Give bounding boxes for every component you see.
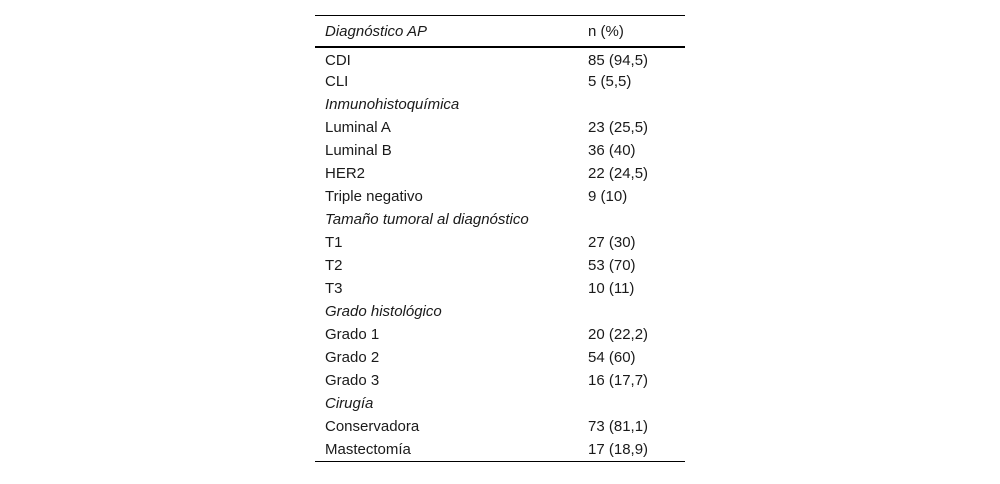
row-value: 22 (24,5) (588, 165, 649, 182)
row-value: 20 (22,2) (588, 326, 649, 343)
row-value: 17 (18,9) (588, 440, 649, 458)
row-value: 10 (11) (588, 280, 635, 297)
row-value: 85 (94,5) (588, 51, 649, 69)
section-header-row (315, 392, 685, 415)
row-value: 9 (10) (588, 188, 628, 205)
row-value (588, 208, 685, 231)
row-label: T3 (325, 280, 343, 297)
row-value: 36 (40) (588, 142, 636, 159)
header-diagnosis: Diagnóstico AP (325, 22, 427, 40)
header-count-percent: n (%) (588, 22, 624, 40)
table-header-row (315, 16, 685, 48)
table-row (315, 139, 685, 162)
row-label: Mastectomía (325, 440, 411, 458)
table-row (315, 369, 685, 392)
section-header-row (315, 93, 685, 116)
table-row (315, 346, 685, 369)
row-value: 16 (17,7) (588, 372, 649, 389)
section-label: Inmunohistoquímica (325, 96, 460, 113)
section-header-row (315, 300, 685, 323)
table-row (315, 116, 685, 139)
row-value: 54 (60) (588, 349, 636, 366)
section-label: Tamaño tumoral al diagnóstico (325, 211, 529, 228)
table-row (315, 323, 685, 346)
row-label: CLI (325, 73, 349, 90)
results-table (315, 15, 685, 462)
row-label: HER2 (325, 165, 366, 182)
row-label: T1 (325, 234, 343, 251)
row-label: Grado 2 (325, 349, 380, 366)
table-row (315, 162, 685, 185)
row-value: 27 (30) (588, 234, 636, 251)
row-label: CDI (325, 51, 351, 69)
row-value: 53 (70) (588, 257, 636, 274)
table-row (315, 438, 685, 461)
row-label: Conservadora (325, 418, 420, 435)
row-value (588, 93, 685, 116)
row-value (588, 392, 685, 415)
table-row (315, 47, 685, 70)
row-label: Luminal B (325, 142, 392, 159)
section-label: Grado histológico (325, 303, 442, 320)
row-value: 23 (25,5) (588, 119, 649, 136)
section-label: Cirugía (325, 395, 374, 412)
table-row (315, 231, 685, 254)
table-row (315, 185, 685, 208)
table-row (315, 70, 685, 93)
row-label: Triple negativo (325, 188, 423, 205)
row-value: 5 (5,5) (588, 73, 632, 90)
table-row (315, 277, 685, 300)
table-row (315, 254, 685, 277)
row-label: Luminal A (325, 119, 391, 136)
row-value (588, 300, 685, 323)
results-table-container (315, 15, 685, 462)
row-label: Grado 3 (325, 372, 380, 389)
row-value: 73 (81,1) (588, 418, 649, 435)
table-row (315, 415, 685, 438)
row-label: Grado 1 (325, 326, 380, 343)
section-header-row (315, 208, 685, 231)
row-label: T2 (325, 257, 343, 274)
